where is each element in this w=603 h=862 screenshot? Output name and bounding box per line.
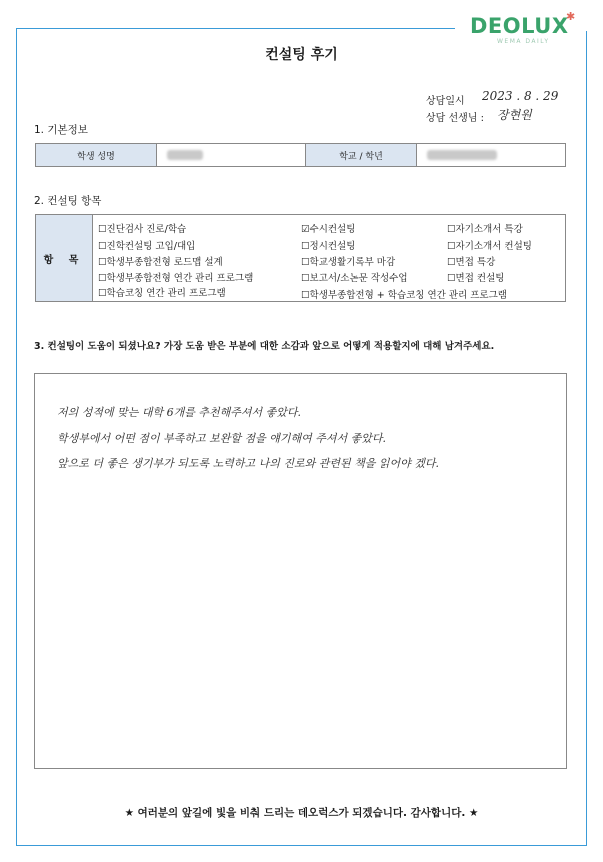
option-checkbox-checked[interactable]: ☑수시컨설팅: [301, 224, 356, 235]
teacher-signature: 장현원: [497, 108, 532, 122]
answer-line: 앞으로 더 좋은 생기부가 되도록 노력하고 나의 진로와 관련된 책을 읽어야 겠다.: [57, 457, 439, 470]
checkbox-icon: ☐: [301, 257, 310, 268]
checkbox-icon: ☐: [98, 288, 107, 299]
option-checkbox[interactable]: ☐자기소개서 특강: [447, 224, 523, 235]
answer-line: 학생부에서 어떤 점이 부족하고 보완할 점을 얘기해여 주셔서 좋았다.: [57, 432, 386, 445]
option-checkbox[interactable]: ☐학생부종합전형 연간 관리 프로그램: [98, 273, 254, 284]
checkbox-icon: ☐: [301, 241, 310, 252]
option-checkbox[interactable]: ☐진학컨설팅 고입/대입: [98, 241, 196, 252]
school-grade-value: [417, 144, 565, 166]
checkbox-icon: ☐: [301, 273, 310, 284]
answer-box[interactable]: [34, 373, 567, 769]
footer-message: ★ 여러분의 앞길에 빛을 비춰 드리는 데오럭스가 되겠습니다. 감사합니다. ★: [124, 807, 479, 819]
items-header: 항 목: [36, 215, 93, 301]
checkbox-icon: ☐: [301, 290, 310, 301]
option-checkbox[interactable]: ☐면접 컨설팅: [447, 273, 505, 284]
logo-star-icon: ✱: [566, 10, 576, 23]
checkbox-icon: ☐: [447, 257, 456, 268]
checked-box-icon: ☑: [301, 224, 310, 235]
checkbox-icon: ☐: [98, 241, 107, 252]
section-basic-info: 1. 기본정보: [34, 124, 88, 136]
date-value: 2023 . 8 . 29: [482, 89, 559, 103]
option-checkbox[interactable]: ☐학생부종합전형 로드맵 설계: [98, 257, 223, 268]
checkbox-icon: ☐: [447, 224, 456, 235]
brand-tagline: WEMA DAILY: [497, 38, 550, 45]
option-checkbox[interactable]: ☐학교생활기록부 마감: [301, 257, 396, 268]
redacted-school: [427, 150, 497, 160]
option-checkbox[interactable]: ☐진단검사 진로/학습: [98, 224, 187, 235]
student-name-value: [157, 144, 306, 166]
redacted-name: [167, 150, 203, 160]
option-checkbox[interactable]: ☐정시컨설팅: [301, 241, 356, 252]
student-name-label: 학생 성명: [36, 144, 157, 166]
checkbox-icon: ☐: [447, 273, 456, 284]
answer-line: 저의 성적에 맞는 대학 6개를 추천해주셔서 좋았다.: [57, 406, 301, 419]
option-checkbox[interactable]: ☐학생부종합전형 + 학습코칭 연간 관리 프로그램: [301, 290, 507, 301]
option-checkbox[interactable]: ☐학습코칭 연간 관리 프로그램: [98, 288, 226, 299]
consulting-items-table: [35, 214, 566, 302]
teacher-label: 상담 선생님 :: [426, 113, 485, 124]
page-title: 컨설팅 후기: [265, 47, 338, 63]
brand-logo: DEOLUX: [470, 14, 569, 38]
option-checkbox[interactable]: ☐보고서/소논문 작성수업: [301, 273, 408, 284]
date-label: 상담일시: [426, 96, 465, 107]
section-question: 3. 컨설팅이 도움이 되셨나요? 가장 도움 받은 부분에 대한 소감과 앞으로 어떻게 적용할지에 대해 남겨주세요.: [34, 341, 495, 352]
checkbox-icon: ☐: [98, 257, 107, 268]
option-checkbox[interactable]: ☐면접 특강: [447, 257, 496, 268]
section-consulting-items: 2. 컨설팅 항목: [34, 195, 102, 207]
checkbox-icon: ☐: [447, 241, 456, 252]
basic-info-table: [35, 143, 566, 167]
checkbox-icon: ☐: [98, 224, 107, 235]
option-checkbox[interactable]: ☐자기소개서 컨설팅: [447, 241, 532, 252]
school-grade-label: 학교 / 학년: [306, 144, 417, 166]
checkbox-icon: ☐: [98, 273, 107, 284]
